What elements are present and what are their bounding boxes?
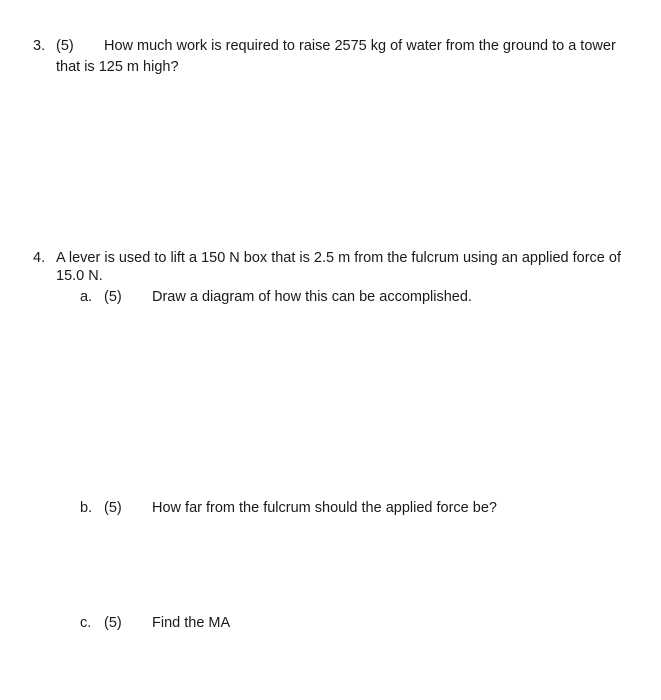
part-points: (5) [104, 289, 122, 305]
question-text-line2: that is 125 m high? [56, 59, 179, 75]
question-text-line1: How much work is required to raise 2575 kg of water from the ground to a tower [104, 38, 616, 54]
question-number: 3. [33, 38, 46, 54]
question-text-line1: A lever is used to lift a 150 N box that is 2.5 m from the fulcrum using an applied force of [56, 250, 621, 266]
part-letter: c. [80, 615, 92, 631]
question-text-line2: 15.0 N. [56, 268, 103, 284]
part-letter: a. [80, 289, 93, 305]
part-text: Draw a diagram of how this can be accomplished. [152, 289, 472, 305]
part-text: Find the MA [152, 615, 231, 631]
question-points: (5) [56, 38, 74, 54]
part-points: (5) [104, 615, 122, 631]
part-points: (5) [104, 500, 122, 516]
part-letter: b. [80, 500, 93, 516]
question-number: 4. [33, 250, 46, 266]
part-text: How far from the fulcrum should the applied force be? [152, 500, 497, 516]
